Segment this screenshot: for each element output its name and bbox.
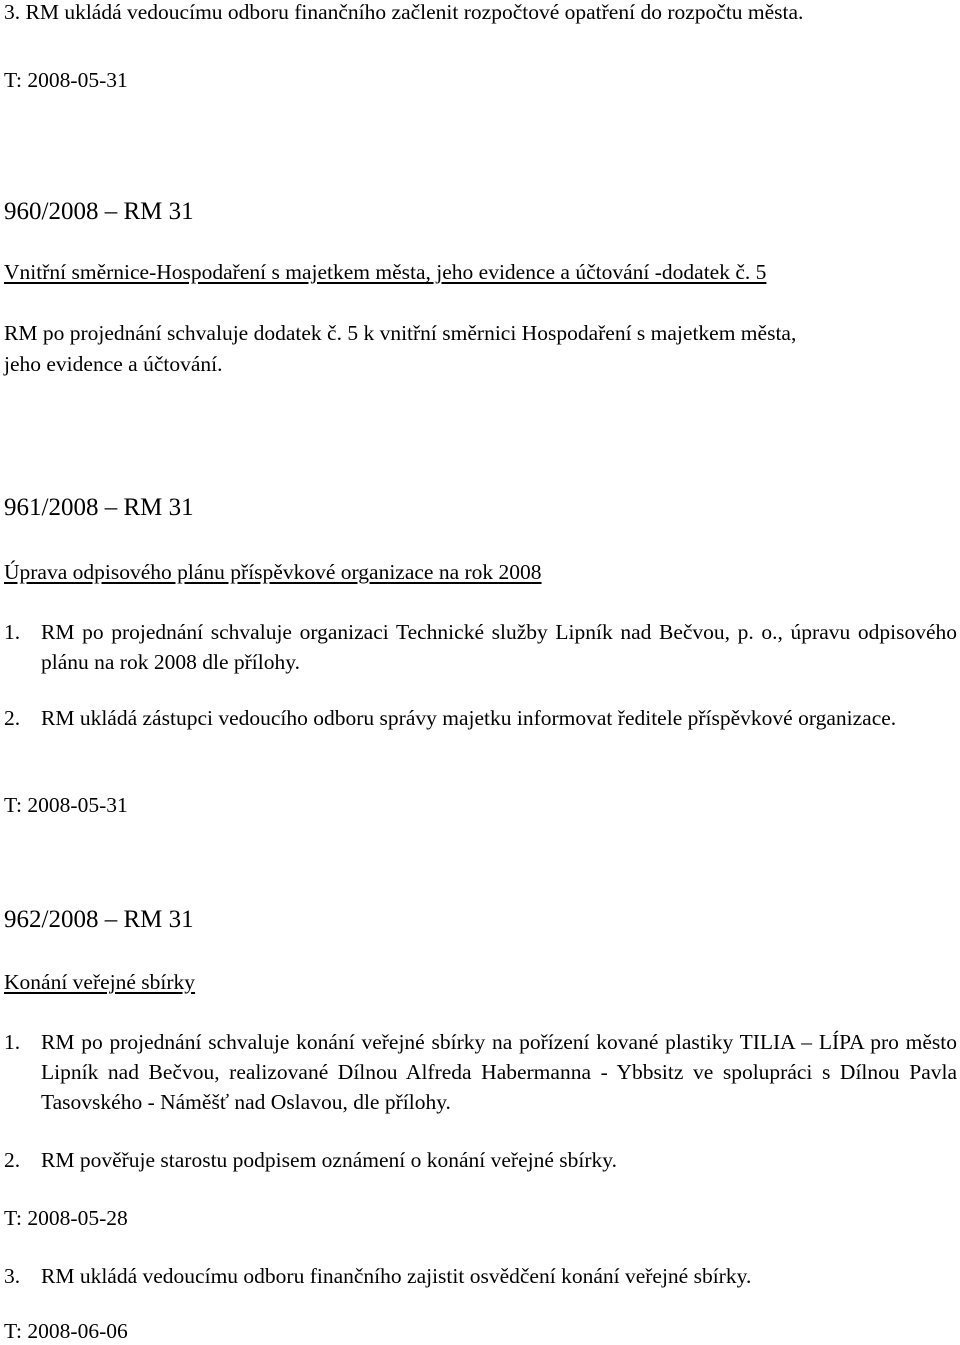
item-number: 2.: [4, 1148, 21, 1172]
list-item: [4, 1145, 957, 1175]
resolution-title: Konání veřejné sbírky: [4, 970, 196, 994]
item-number: 2.: [4, 706, 21, 730]
deadline: T: 2008-05-31: [4, 68, 128, 92]
item-number: 1.: [4, 620, 21, 644]
item-number: 3.: [4, 1264, 21, 1288]
item-text: RM po projednání schvaluje organizaci Technické služby Lipník nad Bečvou, p. o., úpravu odpisového plánu na rok 2008 dle přílohy.: [41, 620, 957, 674]
resolution-title: Vnitřní směrnice-Hospodaření s majetkem města, jeho evidence a účtování -dodatek č. 5: [4, 260, 767, 284]
list-item: [4, 617, 957, 677]
item-text: RM pověřuje starostu podpisem oznámení o konání veřejné sbírky.: [41, 1148, 617, 1172]
deadline: T: 2008-06-06: [4, 1319, 128, 1343]
list-item: [4, 1027, 957, 1117]
deadline: T: 2008-05-31: [4, 793, 128, 817]
list-item: [4, 703, 957, 733]
item-text: RM ukládá zástupci vedoucího odboru správy majetku informovat ředitele příspěvkové organizace.: [41, 706, 897, 730]
item-text: RM po projednání schvaluje konání veřejné sbírky na pořízení kované plastiky TILIA – LÍPA pro město Lipník nad Bečvou, realizované Dílnou Alfreda Habermanna - Ybbsitz ve spolupráci s Dílnou Pavla Tasovského - Náměšť nad Oslavou, dle přílohy.: [41, 1030, 957, 1114]
resolution-heading: 960/2008 – RM 31: [4, 198, 194, 225]
item-number: 1.: [4, 1030, 21, 1054]
deadline: T: 2008-05-28: [4, 1206, 128, 1230]
item-text: RM ukládá vedoucímu odboru finančního zajistit osvědčení konání veřejné sbírky.: [41, 1264, 752, 1288]
list-item: [4, 1261, 957, 1291]
resolution-heading: 962/2008 – RM 31: [4, 906, 194, 933]
resolution-heading: 961/2008 – RM 31: [4, 494, 194, 521]
resolution-title: Úprava odpisového plánu příspěvkové organizace na rok 2008: [4, 560, 542, 584]
resolution-text-line: jeho evidence a účtování.: [4, 352, 223, 376]
resolution-text-line: RM po projednání schvaluje dodatek č. 5 k vnitřní směrnici Hospodaření s majetkem města,: [4, 321, 797, 345]
resolution-item-text: 3. RM ukládá vedoucímu odboru finančního začlenit rozpočtové opatření do rozpočtu města.: [4, 0, 804, 24]
